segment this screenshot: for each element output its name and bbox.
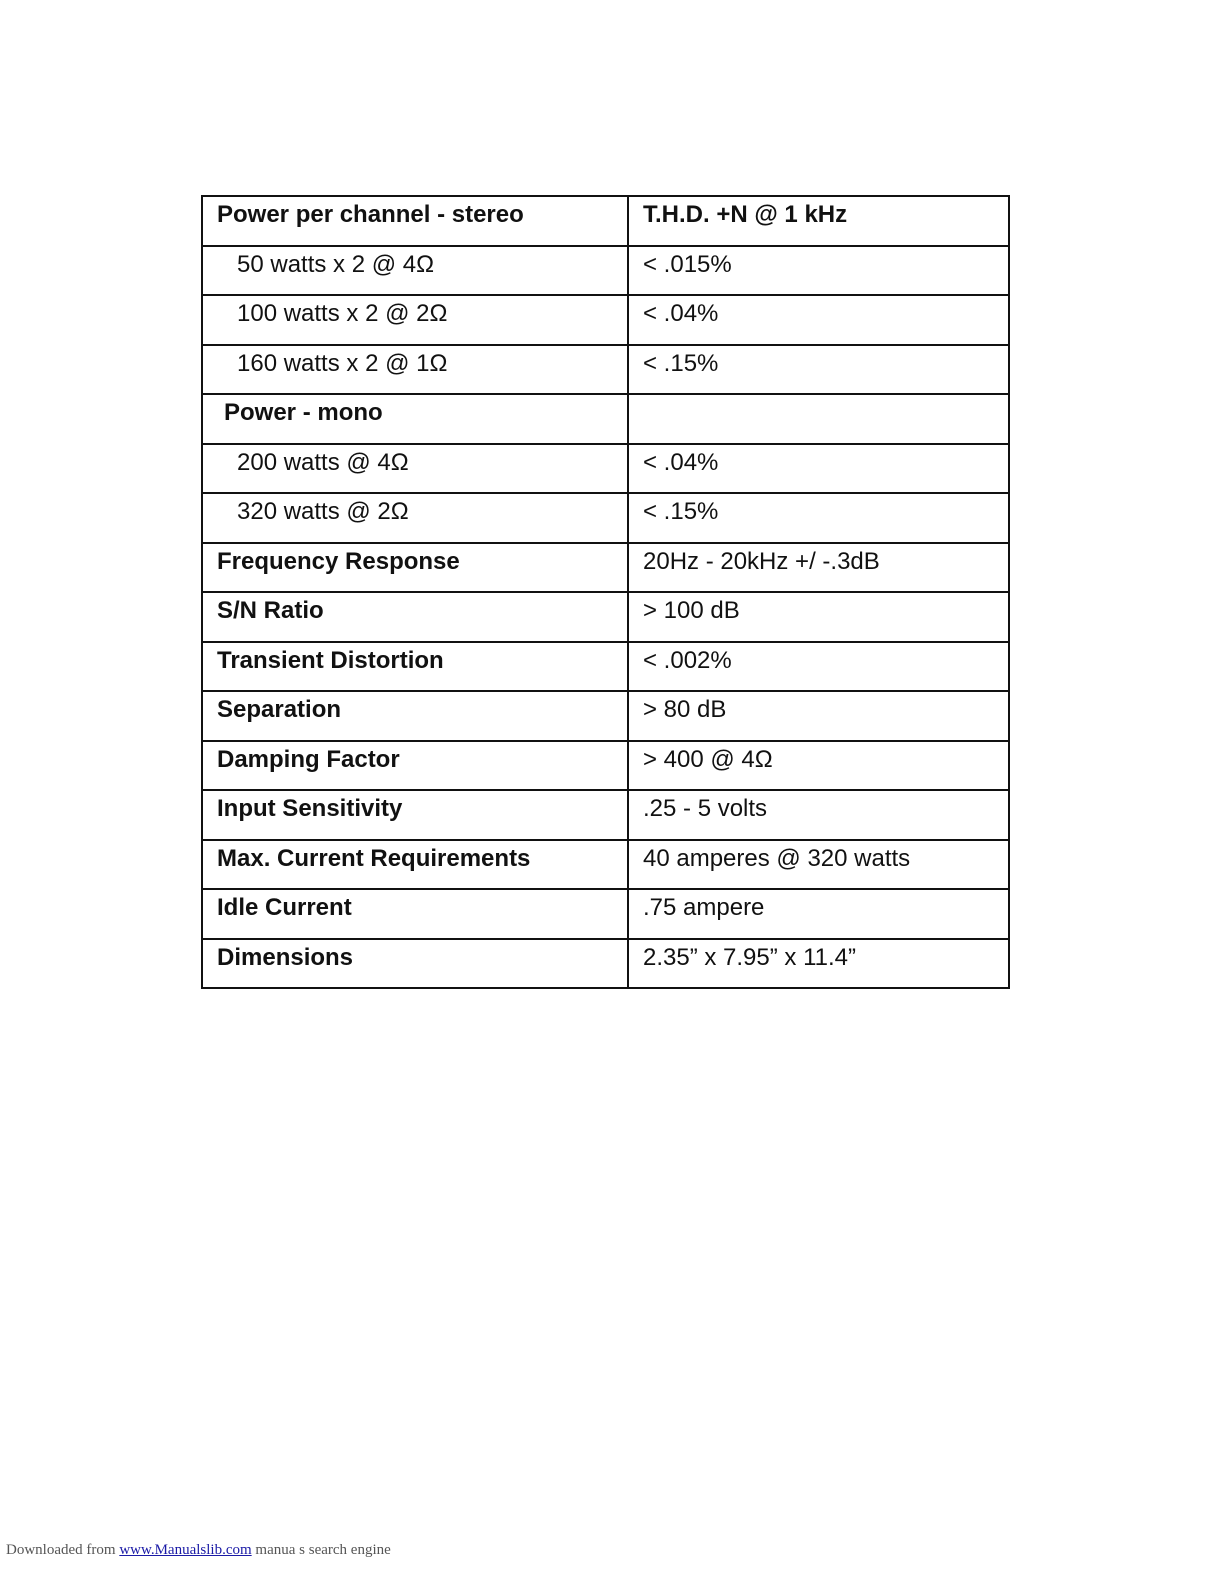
spec-row	[202, 444, 1009, 494]
spec-value: 20Hz - 20kHz +/ -.3dB	[628, 543, 1009, 593]
footer	[6, 1542, 391, 1559]
spec-row	[202, 295, 1009, 345]
spec-label: Max. Current Requirements	[202, 840, 628, 890]
spec-label: Input Sensitivity	[202, 790, 628, 840]
spec-table-body	[202, 196, 1009, 988]
spec-label: 200 watts @ 4Ω	[202, 444, 628, 494]
spec-label: Power - mono	[202, 394, 628, 444]
spec-label: Frequency Response	[202, 543, 628, 593]
spec-value: 2.35” x 7.95” x 11.4”	[628, 939, 1009, 989]
spec-value: 40 amperes @ 320 watts	[628, 840, 1009, 890]
footer-prefix: Downloaded from	[6, 1542, 120, 1558]
spec-row	[202, 246, 1009, 296]
spec-label: Transient Distortion	[202, 642, 628, 692]
spec-row	[202, 543, 1009, 593]
spec-value: < .15%	[628, 345, 1009, 395]
spec-row	[202, 493, 1009, 543]
spec-row	[202, 642, 1009, 692]
spec-value: < .15%	[628, 493, 1009, 543]
spec-value: < .002%	[628, 642, 1009, 692]
spec-label: 320 watts @ 2Ω	[202, 493, 628, 543]
spec-value: > 400 @ 4Ω	[628, 741, 1009, 791]
spec-value: T.H.D. +N @ 1 kHz	[628, 196, 1009, 246]
spec-label: Damping Factor	[202, 741, 628, 791]
spec-label: Idle Current	[202, 889, 628, 939]
spec-label: Separation	[202, 691, 628, 741]
spec-value: > 100 dB	[628, 592, 1009, 642]
spec-value: .25 - 5 volts	[628, 790, 1009, 840]
footer-link[interactable]: www.Manualslib.com	[119, 1542, 252, 1558]
spec-row	[202, 691, 1009, 741]
footer-suffix: manua s search engine	[251, 1542, 391, 1558]
spec-value: < .015%	[628, 246, 1009, 296]
spec-value: > 80 dB	[628, 691, 1009, 741]
spec-row	[202, 840, 1009, 890]
spec-value: < .04%	[628, 295, 1009, 345]
spec-label: Dimensions	[202, 939, 628, 989]
spec-table	[201, 195, 1010, 989]
spec-row	[202, 790, 1009, 840]
spec-row	[202, 939, 1009, 989]
spec-value: .75 ampere	[628, 889, 1009, 939]
spec-label: S/N Ratio	[202, 592, 628, 642]
spec-value	[628, 394, 1009, 444]
spec-row	[202, 394, 1009, 444]
spec-row	[202, 592, 1009, 642]
spec-row	[202, 889, 1009, 939]
spec-row	[202, 345, 1009, 395]
spec-label: 100 watts x 2 @ 2Ω	[202, 295, 628, 345]
spec-label: Power per channel - stereo	[202, 196, 628, 246]
spec-label: 160 watts x 2 @ 1Ω	[202, 345, 628, 395]
spec-value: < .04%	[628, 444, 1009, 494]
spec-row	[202, 196, 1009, 246]
spec-label: 50 watts x 2 @ 4Ω	[202, 246, 628, 296]
spec-row	[202, 741, 1009, 791]
